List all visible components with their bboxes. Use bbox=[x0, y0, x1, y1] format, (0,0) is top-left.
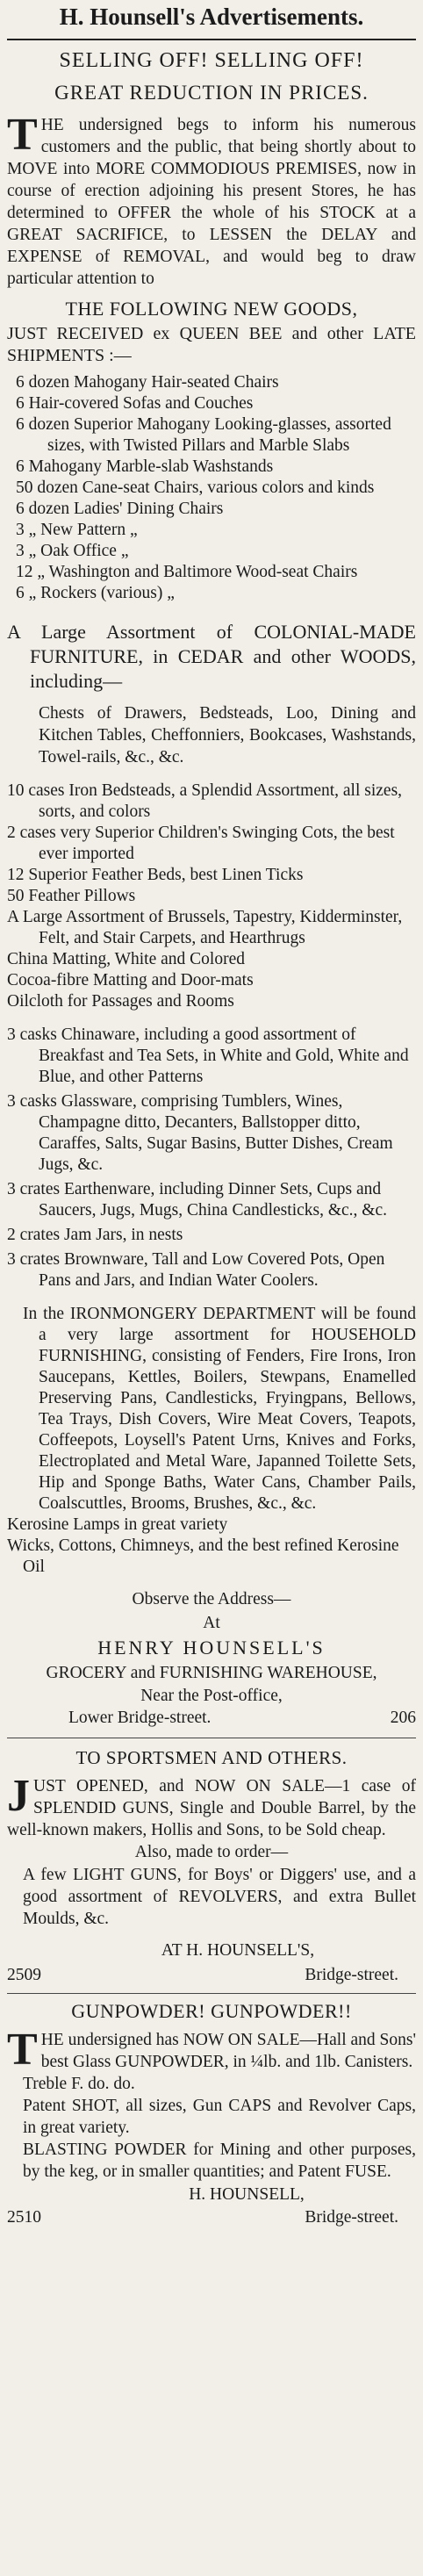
list-item: 6 dozen Superior Mahogany Looking-glasses, assorted sizes, with Twisted Pillars and Marble Slabs bbox=[16, 415, 391, 455]
blasting-powder-line: BLASTING POWDER for Mining and other purposes, by the keg, or in smaller quantities; and Patent FUSE. bbox=[23, 2141, 416, 2181]
shipment-list bbox=[7, 372, 416, 604]
intro-paragraph bbox=[7, 110, 416, 290]
list-item: 6 Mahogany Marble-slab Washstands bbox=[16, 457, 274, 476]
ad-code: 2510 bbox=[7, 2208, 41, 2227]
wicks-line: Wicks, Cottons, Chimneys, and the best refined Kerosine Oil bbox=[7, 1536, 399, 1576]
address-row bbox=[7, 2207, 416, 2228]
guns-paragraph bbox=[7, 1771, 416, 1841]
ironmongery-paragraph: In the IRONMONGERY DEPARTMENT will be found a very large assortment for HOUSEHOLD FURNISHING, consisting of Fenders, Fire Irons, Iron Saucepans, Kettles, Boilers, Stewpans, Enamelled Preserving Pans, Candlesticks, Fryingpans, Bellows, Tea Trays, Dish Covers, Wire Meat Covers, Teapots, Coffeepots, Loysell's Patent Urns, Knives and Forks, Electroplated and Metal Ware, Japanned Toilette Sets, Hip and Sponge Baths, Water Cans, Chamber Pails, Coalscuttles, Brooms, Brushes, &c., &c. bbox=[23, 1305, 416, 1513]
light-guns-paragraph: A few LIGHT GUNS, for Boys' or Diggers' use, and a good assortment of REVOLVERS, and extra Bullet Moulds, &c. bbox=[23, 1866, 416, 1928]
sportsmen-heading: TO SPORTSMEN AND OTHERS. bbox=[75, 1747, 348, 1768]
headline-great-reduction: GREAT REDUCTION IN PRICES. bbox=[54, 82, 369, 104]
dropcap: T bbox=[7, 110, 38, 160]
proprietor-name: HENRY HOUNSELL'S bbox=[97, 1637, 326, 1659]
guns-text: UST OPENED, and NOW ON SALE—1 case of SPLENDID GUNS, Single and Double Barrel, by the well-known makers, Hollis and Sons, to be Sold cheap. bbox=[7, 1777, 416, 1839]
list-item: 10 cases Iron Bedsteads, a Splendid Assortment, all sizes, sorts, and colors bbox=[7, 781, 403, 821]
kerosine-line: Kerosine Lamps in great variety bbox=[7, 1515, 228, 1534]
dropcap: J bbox=[7, 1771, 30, 1821]
list-item: 6 dozen Mahogany Hair-seated Chairs bbox=[16, 373, 279, 392]
list-item: China Matting, White and Colored bbox=[7, 950, 245, 968]
address-row bbox=[7, 1965, 416, 1986]
gunpowder-text: HE undersigned has NOW ON SALE—Hall and Sons' best Glass GUNPOWDER, in ¼lb. and 1lb. Canisters. bbox=[40, 2031, 416, 2071]
list-item: 2 cases very Superior Children's Swinging Cots, the best ever imported bbox=[7, 824, 395, 863]
signature-name: H. HOUNSELL, bbox=[189, 2185, 305, 2204]
street-name: Lower Bridge-street. bbox=[68, 1709, 212, 1727]
list-item: 3 crates Brownware, Tall and Low Covered Pots, Open Pans and Jars, and Indian Water Coolers. bbox=[7, 1250, 385, 1290]
address-row bbox=[7, 1708, 416, 1729]
list-item: 6 „ Rockers (various) „ bbox=[16, 584, 175, 602]
colonial-body: Chests of Drawers, Bedsteads, Loo, Dining and Kitchen Tables, Cheffonniers, Bookcases, Washstands, Towel-rails, &c., &c. bbox=[39, 704, 416, 766]
list-item: 50 Feather Pillows bbox=[7, 887, 136, 905]
list-item: 50 dozen Cane-seat Chairs, various colors and kinds bbox=[16, 479, 375, 497]
list-item: 12 Superior Feather Beds, best Linen Ticks bbox=[7, 866, 304, 884]
colonial-heading: A Large Assortment of COLONIAL-MADE FURNITURE, in CEDAR and other WOODS, including— bbox=[7, 621, 416, 692]
crates-list bbox=[7, 1025, 416, 1292]
list-item: 6 dozen Ladies' Dining Chairs bbox=[16, 500, 224, 518]
advertisement-sportsmen bbox=[7, 1738, 416, 1986]
treble-line: Treble F. do. do. bbox=[23, 2075, 135, 2093]
banner-selling-off: SELLING OFF! SELLING OFF! bbox=[59, 49, 364, 72]
intro-text: HE undersigned begs to inform his numerous customers and the public, that being shortly about to MOVE into MORE COMMODIOUS PREMISES, now in course of erection adjoining his present Stores, he has determined to OFFER the whole of his STOCK at a GREAT SACRIFICE, to LESSEN the DELAY and EXPENSE of REMOVAL, and would beg to draw particular attention to bbox=[7, 116, 416, 288]
list-item: 3 „ Oak Office „ bbox=[16, 542, 129, 560]
made-to-order: Also, made to order— bbox=[134, 1843, 289, 1861]
street-name: Bridge-street. bbox=[305, 1966, 398, 1984]
advertisement-gunpowder bbox=[7, 1994, 416, 2228]
list-item: Cocoa-fibre Matting and Door-mats bbox=[7, 971, 254, 989]
list-item: 6 Hair-covered Sofas and Couches bbox=[16, 394, 254, 413]
list-item: 3 „ New Pattern „ bbox=[16, 521, 138, 539]
warehouse-name: GROCERY and FURNISHING WAREHOUSE, bbox=[46, 1664, 377, 1682]
list-item: 12 „ Washington and Baltimore Wood-seat Chairs bbox=[16, 563, 358, 581]
list-item: Oilcloth for Passages and Rooms bbox=[7, 992, 234, 1011]
street-name: Bridge-street. bbox=[305, 2208, 398, 2227]
list-item: 3 crates Earthenware, including Dinner Sets, Cups and Saucers, Jugs, Mugs, China Candlesticks, &c., &c. bbox=[7, 1180, 387, 1220]
dropcap: T bbox=[7, 2025, 38, 2075]
near-post-office: Near the Post-office, bbox=[140, 1687, 283, 1705]
list-item: 2 crates Jam Jars, in nests bbox=[7, 1226, 183, 1244]
at-label: At bbox=[203, 1614, 220, 1632]
list-item: 3 casks Glassware, comprising Tumblers, Wines, Champagne ditto, Decanters, Ballstopper ditto, Caraffes, Salts, Sugar Basins, Butter Dishes, Cream Jugs, &c. bbox=[7, 1092, 393, 1174]
ad-code: 2509 bbox=[7, 1966, 41, 1984]
list-item: A Large Assortment of Brussels, Tapestry, Kidderminster, Felt, and Stair Carpets, and Hearthrugs bbox=[7, 908, 403, 947]
new-goods-heading: THE FOLLOWING NEW GOODS, bbox=[65, 298, 358, 320]
list-item: 3 casks Chinaware, including a good assortment of Breakfast and Tea Sets, in White and Gold, White and Blue, and other Patterns bbox=[7, 1025, 409, 1086]
gunpowder-heading: GUNPOWDER! GUNPOWDER!! bbox=[71, 2000, 352, 2022]
ad-code: 206 bbox=[390, 1709, 416, 1727]
misc-goods-list bbox=[7, 781, 416, 1012]
gunpowder-paragraph bbox=[7, 2025, 416, 2075]
patent-shot-line: Patent SHOT, all sizes, Gun CAPS and Revolver Caps, in great variety. bbox=[23, 2097, 416, 2137]
received-line: JUST RECEIVED ex QUEEN BEE and other LATE SHIPMENTS :— bbox=[7, 324, 416, 365]
observe-address: Observe the Address— bbox=[132, 1590, 291, 1608]
at-hounsell: AT H. HOUNSELL'S, bbox=[161, 1941, 315, 1960]
advertisement-selling-off bbox=[7, 40, 416, 1729]
masthead: H. Hounsell's Advertisements. bbox=[59, 4, 364, 30]
